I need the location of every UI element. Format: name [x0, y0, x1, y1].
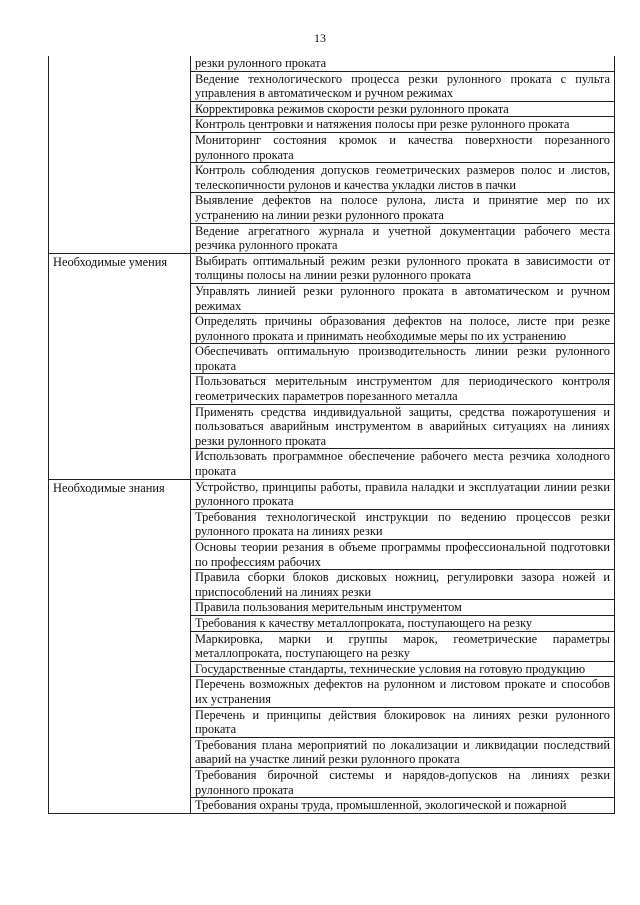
section-label	[49, 56, 191, 253]
table-cell: Корректировка режимов скорости резки рулонного проката	[191, 101, 615, 117]
table-cell: Правила сборки блоков дисковых ножниц, регулировки зазора ножей и приспособлений на линиях резки	[191, 570, 615, 600]
table-cell: Перечень и принципы действия блокировок на линиях резки рулонного проката	[191, 707, 615, 737]
table-cell: Применять средства индивидуальной защиты, средства пожаротушения и пользоваться аварийным инструментом в аварийных ситуациях на линиях резки рулонного проката	[191, 404, 615, 449]
page-number: 13	[314, 31, 326, 45]
table-cell: Выбирать оптимальный режим резки рулонного проката в зависимости от толщины полосы на линии резки рулонного проката	[191, 253, 615, 283]
table-cell: Требования технологической инструкции по ведению процессов резки рулонного проката на линиях резки	[191, 509, 615, 539]
table-cell: Перечень возможных дефектов на рулонном и листовом прокате и способов их устранения	[191, 677, 615, 707]
section-label-knowledge: Необходимые знания	[49, 479, 191, 813]
table-cell: Определять причины образования дефектов на полосе, листе при резке рулонного проката и принимать необходимые меры по их устранению	[191, 314, 615, 344]
table-cell: Основы теории резания в объеме программы профессиональной подготовки по профессиям рабочих	[191, 540, 615, 570]
table-cell: Правила пользования мерительным инструментом	[191, 600, 615, 616]
competency-table	[48, 56, 615, 814]
table-cell: Устройство, принципы работы, правила наладки и эксплуатации линии резки рулонного проката	[191, 479, 615, 509]
table-cell: Государственные стандарты, технические условия на готовую продукцию	[191, 661, 615, 677]
table-cell: Мониторинг состояния кромок и качества поверхности порезанного рулонного проката	[191, 132, 615, 162]
table-row	[49, 253, 615, 283]
table-cell: Маркировка, марки и группы марок, геометрические параметры металлопроката, поступающего на резку	[191, 631, 615, 661]
table-cell: Требования к качеству металлопроката, поступающего на резку	[191, 615, 615, 631]
table-cell: Требования плана мероприятий по локализации и ликвидации последствий аварий на участке линий резки рулонного проката	[191, 737, 615, 767]
table-cell: Ведение агрегатного журнала и учетной документации рабочего места резчика рулонного проката	[191, 223, 615, 253]
table-cell: Требования охраны труда, промышленной, экологической и пожарной	[191, 798, 615, 814]
table-cell: Контроль центровки и натяжения полосы при резке рулонного проката	[191, 117, 615, 133]
table-cell: Контроль соблюдения допусков геометрических размеров полос и листов, телескопичности рулонов и качества укладки листов в пачки	[191, 163, 615, 193]
table-cell: резки рулонного проката	[191, 56, 615, 71]
table-cell: Обеспечивать оптимальную производительность линии резки рулонного проката	[191, 344, 615, 374]
table-cell: Использовать программное обеспечение рабочего места резчика холодного проката	[191, 449, 615, 479]
table-row	[49, 479, 615, 509]
table-cell: Требования бирочной системы и нарядов-допусков на линиях резки рулонного проката	[191, 767, 615, 797]
table-cell: Пользоваться мерительным инструментом для периодического контроля геометрических параметров порезанного металла	[191, 374, 615, 404]
table-cell: Ведение технологического процесса резки рулонного проката с пульта управления в автоматическом и ручном режимах	[191, 71, 615, 101]
table-cell: Выявление дефектов на полосе рулона, листа и принятие мер по их устранению на линии резки рулонного проката	[191, 193, 615, 223]
table-cell: Управлять линией резки рулонного проката в автоматическом и ручном режимах	[191, 283, 615, 313]
section-label-skills: Необходимые умения	[49, 253, 191, 479]
table-row	[49, 56, 615, 71]
